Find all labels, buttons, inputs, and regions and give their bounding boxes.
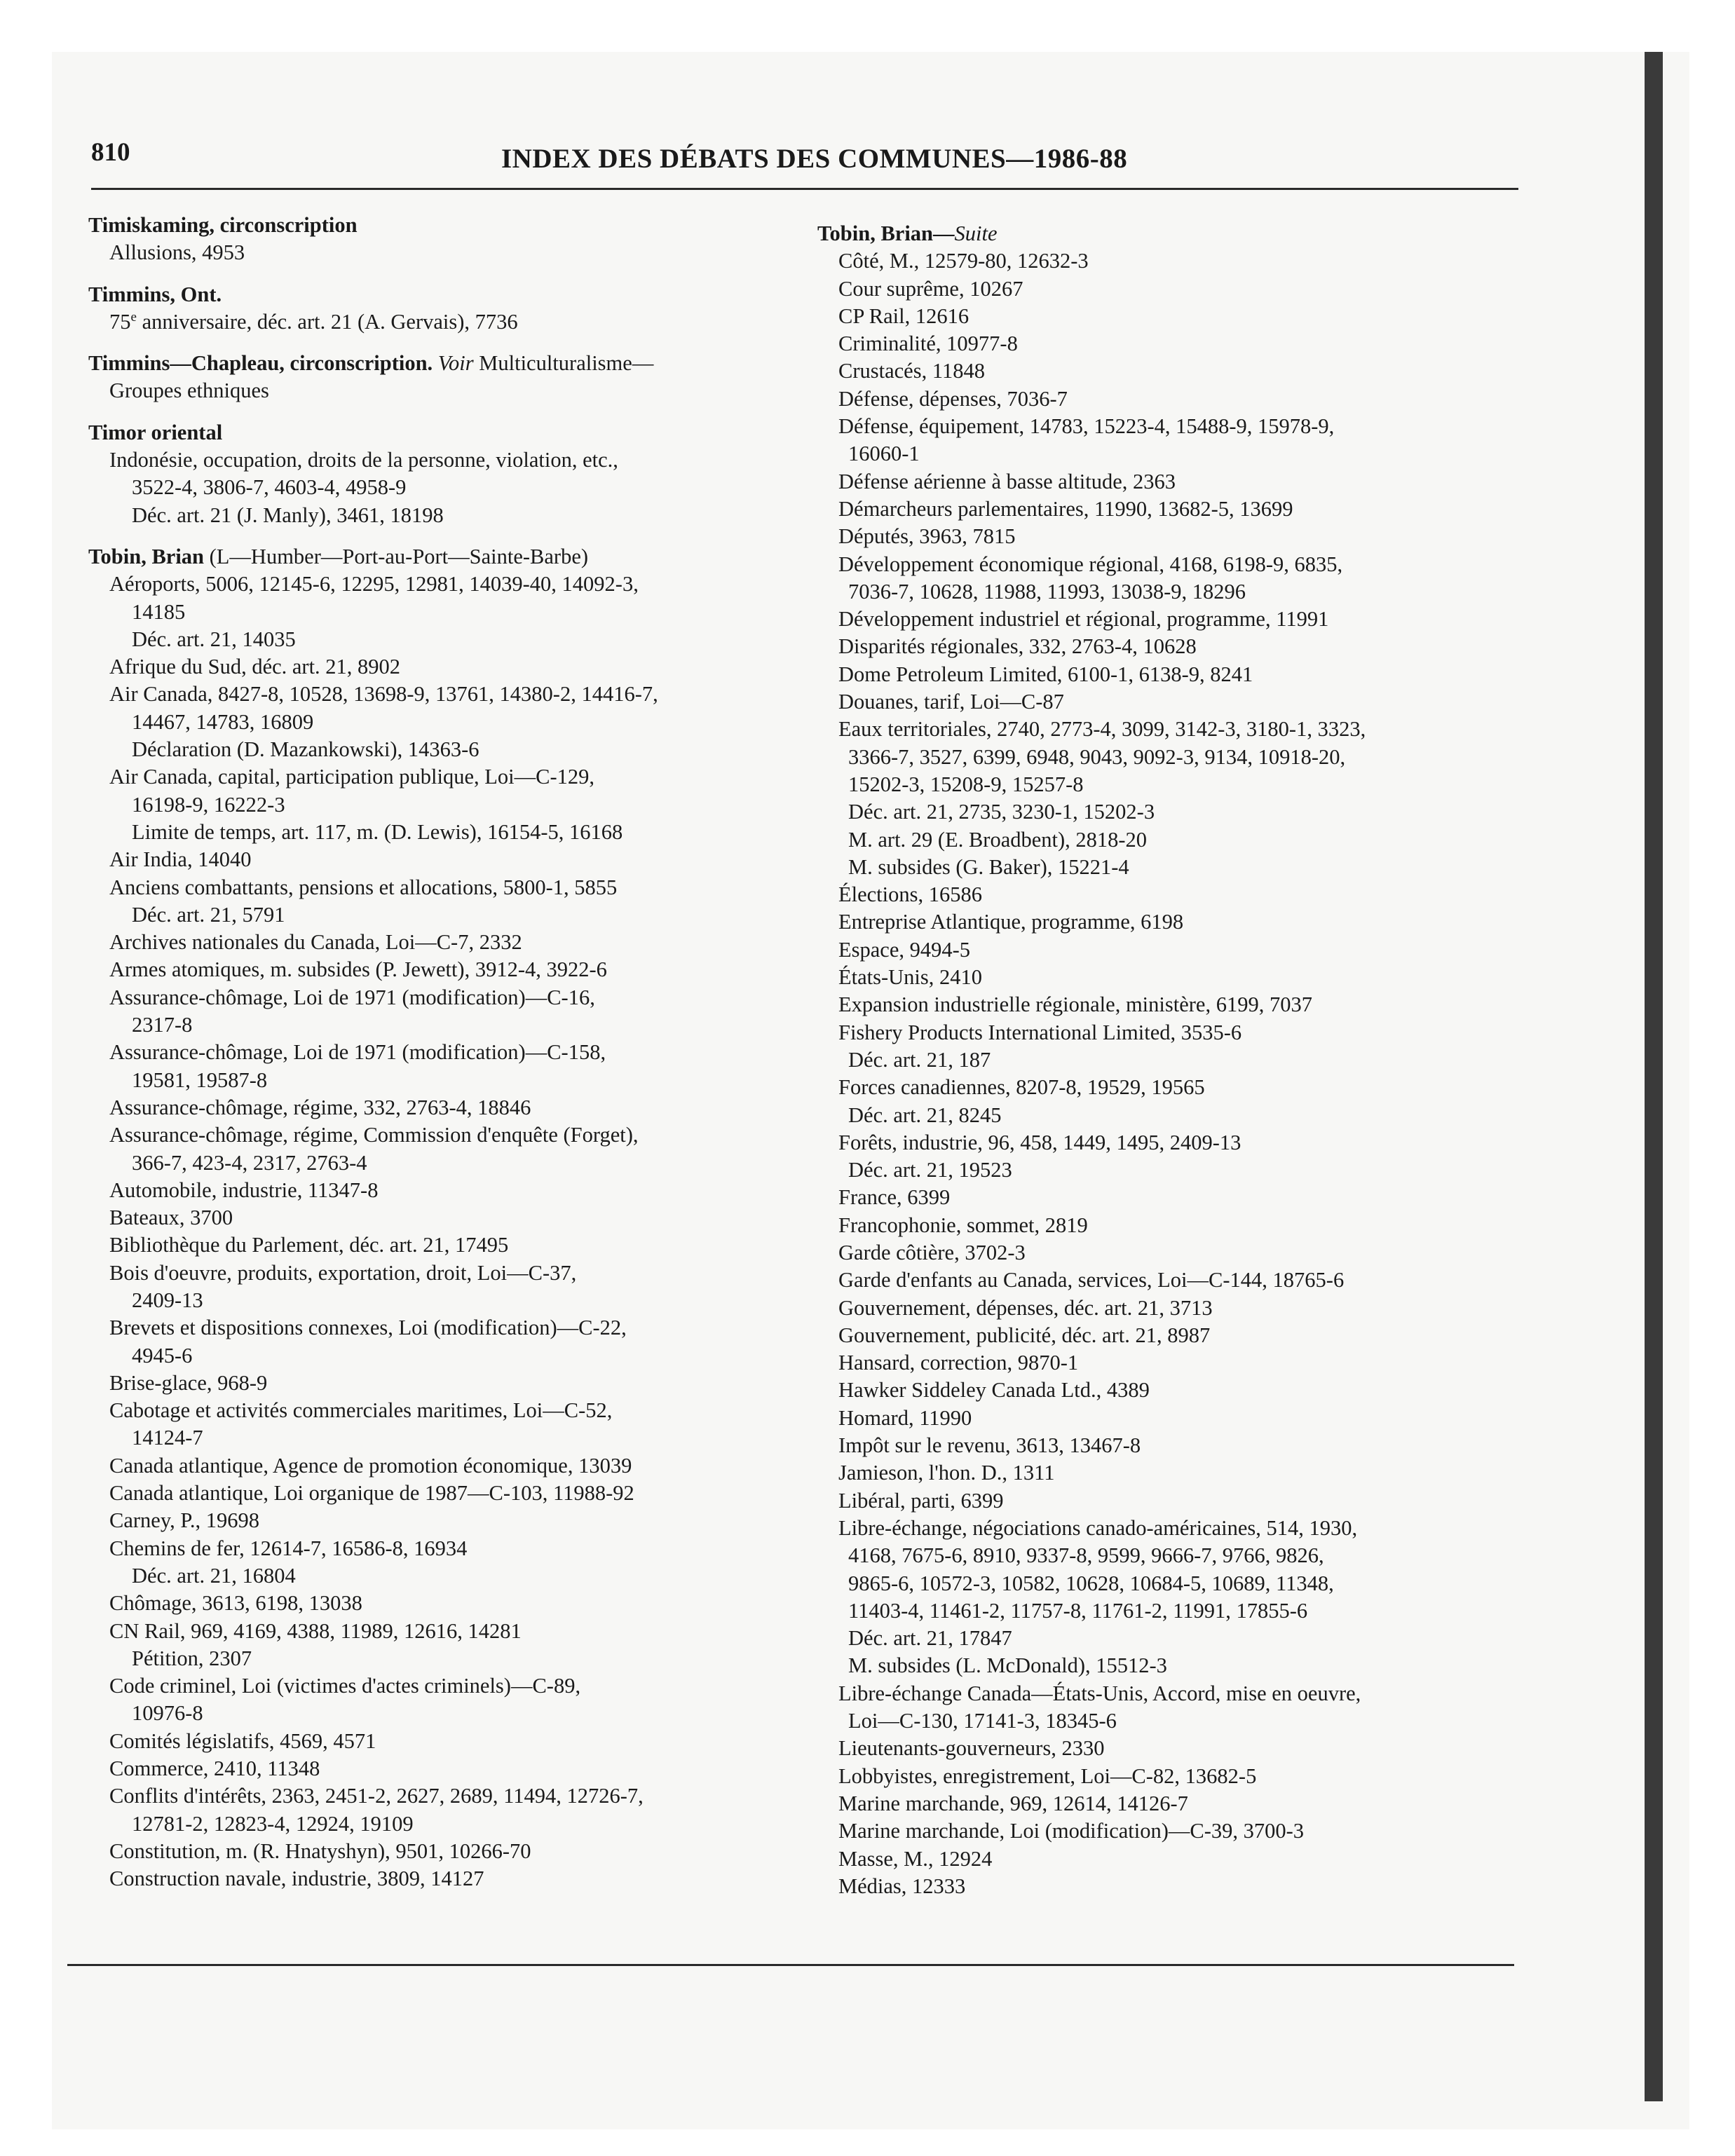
sub-entry: Bateaux, 3700 — [109, 1206, 233, 1230]
sub-entry: Douanes, tarif, Loi—C-87 — [838, 690, 1064, 714]
continuation-line: 14185 — [132, 599, 186, 624]
sub-entry: Brevets et dispositions connexes, Loi (modification)—C-22, — [109, 1316, 627, 1340]
sub-entry: Crustacés, 11848 — [838, 359, 985, 383]
sub-sub-entry: M. art. 29 (E. Broadbent), 2818-20 — [848, 827, 1148, 852]
ordinal-suffix: e — [130, 309, 137, 325]
sub-entry: France, 6399 — [838, 1185, 951, 1210]
cross-reference-entry — [88, 350, 796, 377]
sub-entry: Indonésie, occupation, droits de la personne, violation, etc., — [109, 448, 618, 472]
cross-reference-target: Multiculturalisme— — [473, 351, 654, 376]
page-header — [91, 137, 1518, 181]
sub-entry: Canada atlantique, Agence de promotion économique, 13039 — [109, 1453, 632, 1478]
sub-entry: Garde côtière, 3702-3 — [838, 1240, 1026, 1264]
sub-sub-entry: Déc. art. 21, 14035 — [132, 627, 296, 651]
sub-sub-entry: Limite de temps, art. 117, m. (D. Lewis), 16154-5, 16168 — [132, 819, 623, 844]
sub-sub-entry: Déc. art. 21, 17847 — [848, 1626, 1012, 1651]
sub-entry: Élections, 16586 — [838, 882, 982, 907]
sub-entry: Hansard, correction, 9870-1 — [838, 1351, 1079, 1375]
voir-label: Voir — [437, 351, 474, 376]
sub-entry: Construction navale, industrie, 3809, 14127 — [109, 1867, 484, 1891]
sub-entry: Défense aérienne à basse altitude, 2363 — [838, 469, 1176, 493]
sub-entry: Forêts, industrie, 96, 458, 1449, 1495, 2409-13 — [838, 1130, 1241, 1154]
sub-entry: Défense, équipement, 14783, 15223-4, 15488-9, 15978-9, — [838, 414, 1335, 439]
member-name: Tobin, Brian— — [817, 221, 955, 245]
sub-sub-entry: Déc. art. 21, 16804 — [132, 1563, 296, 1588]
sub-sub-entry: Pétition, 2307 — [132, 1646, 252, 1670]
sub-entry: Armes atomiques, m. subsides (P. Jewett), 3912-4, 3922-6 — [109, 957, 607, 982]
sub-entry: Entreprise Atlantique, programme, 6198 — [838, 910, 1184, 934]
sub-entry: Développement économique régional, 4168, 6198-9, 6835, — [838, 552, 1343, 576]
sub-entry: Constitution, m. (R. Hnatyshyn), 9501, 10266-70 — [109, 1838, 531, 1863]
continuation-line: 14124-7 — [132, 1426, 203, 1450]
sub-entry: Impôt sur le revenu, 3613, 13467-8 — [838, 1433, 1141, 1458]
sub-entry: Automobile, industrie, 11347-8 — [109, 1178, 379, 1202]
sub-entry: Expansion industrielle régionale, ministère, 6199, 7037 — [838, 992, 1312, 1017]
sub-entry: Air India, 14040 — [109, 847, 252, 872]
sub-entry: Fishery Products International Limited, 3535-6 — [838, 1020, 1242, 1044]
sub-entry: Anciens combattants, pensions et allocations, 5800-1, 5855 — [109, 875, 618, 899]
right-column — [817, 220, 1511, 1900]
continuation-line: 4945-6 — [132, 1343, 193, 1367]
sub-entry: Gouvernement, dépenses, déc. art. 21, 3713 — [838, 1295, 1213, 1320]
suite-label: Suite — [954, 221, 998, 245]
sub-entry: Brise-glace, 968-9 — [109, 1370, 268, 1395]
ordinal-number: 75 — [109, 309, 131, 334]
sub-entry: Marine marchande, Loi (modification)—C-39, 3700-3 — [838, 1819, 1305, 1843]
sub-entry: Démarcheurs parlementaires, 11990, 13682-5, 13699 — [838, 496, 1293, 521]
sub-sub-entry: Déc. art. 21, 187 — [848, 1047, 991, 1072]
sub-entry: Lieutenants-gouverneurs, 2330 — [838, 1736, 1105, 1761]
sub-entry: Francophonie, sommet, 2819 — [838, 1213, 1088, 1237]
continuation-line: 14467, 14783, 16809 — [132, 709, 314, 734]
sub-entry: Députés, 3963, 7815 — [838, 524, 1016, 549]
sub-entry: Hawker Siddeley Canada Ltd., 4389 — [838, 1378, 1150, 1403]
continuation-line: 3522-4, 3806-7, 4603-4, 4958-9 — [132, 475, 407, 500]
member-entry — [88, 543, 796, 571]
sub-sub-entry: Déclaration (D. Mazankowski), 14363-6 — [132, 737, 479, 762]
continuation-line: 10976-8 — [132, 1701, 203, 1726]
sub-entry: Dome Petroleum Limited, 6100-1, 6138-9, 8241 — [838, 662, 1253, 686]
sub-entry: Carney, P., 19698 — [109, 1508, 260, 1533]
continuation-line: 16060-1 — [848, 442, 920, 466]
sub-entry: Développement industriel et régional, programme, 11991 — [838, 607, 1329, 632]
sub-entry: Assurance-chômage, Loi de 1971 (modification)—C-16, — [109, 985, 595, 1009]
continuation-line: 4168, 7675-6, 8910, 9337-8, 9599, 9666-7, 9766, 9826, — [848, 1543, 1324, 1568]
sub-entry: Homard, 11990 — [838, 1405, 972, 1430]
sub-entry: Côté, M., 12579-80, 12632-3 — [838, 249, 1089, 273]
cross-reference-continuation: Groupes ethniques — [109, 378, 269, 403]
sub-entry: Bibliothèque du Parlement, déc. art. 21, 17495 — [109, 1233, 509, 1257]
left-column — [88, 212, 796, 1893]
continuation-line: 2409-13 — [132, 1288, 203, 1312]
sub-entry: Afrique du Sud, déc. art. 21, 8902 — [109, 655, 401, 679]
sub-sub-entry: Déc. art. 21, 2735, 3230-1, 15202-3 — [848, 800, 1155, 824]
sub-sub-entry: Déc. art. 21, 8245 — [848, 1103, 1002, 1127]
sub-entry: Défense, dépenses, 7036-7 — [838, 386, 1068, 411]
sub-entry: Chemins de fer, 12614-7, 16586-8, 16934 — [109, 1536, 468, 1560]
sub-entry: Conflits d'intérêts, 2363, 2451-2, 2627, 2689, 11494, 12726-7, — [109, 1784, 644, 1808]
sub-entry: Gouvernement, publicité, déc. art. 21, 8987 — [838, 1323, 1211, 1347]
sub-entry: Garde d'enfants au Canada, services, Loi—C-144, 18765-6 — [838, 1268, 1345, 1292]
running-title: INDEX DES DÉBATS DES COMMUNES—1986-88 — [501, 144, 1128, 174]
sub-entry: Lobbyistes, enregistrement, Loi—C-82, 13682-5 — [838, 1763, 1257, 1788]
entry-heading: Timmins, Ont. — [88, 282, 222, 306]
continuation-line: 12781-2, 12823-4, 12924, 19109 — [132, 1811, 414, 1836]
continuation-line: Loi—C-130, 17141-3, 18345-6 — [848, 1709, 1117, 1733]
sub-sub-entry: M. subsides (G. Baker), 15221-4 — [848, 854, 1129, 879]
sub-entry: Médias, 12333 — [838, 1874, 966, 1898]
sub-entry: Marine marchande, 969, 12614, 14126-7 — [838, 1791, 1188, 1815]
page-number: 810 — [91, 138, 130, 167]
sub-entry: Chômage, 3613, 6198, 13038 — [109, 1591, 362, 1616]
footer-rule — [67, 1964, 1514, 1966]
continuation-line: 11403-4, 11461-2, 11757-8, 11761-2, 11991, 17855-6 — [848, 1598, 1308, 1623]
continuation-line: 19581, 19587-8 — [132, 1067, 268, 1092]
sub-entry: Libéral, parti, 6399 — [838, 1488, 1004, 1513]
header-rule — [91, 188, 1518, 190]
sub-entry: Jamieson, l'hon. D., 1311 — [838, 1461, 1055, 1485]
sub-entry — [88, 308, 796, 336]
sub-entry: Assurance-chômage, Loi de 1971 (modification)—C-158, — [109, 1040, 606, 1065]
continuation-line: 15202-3, 15208-9, 15257-8 — [848, 772, 1084, 796]
sub-entry: Archives nationales du Canada, Loi—C-7, 2332 — [109, 930, 522, 955]
sub-entry: Assurance-chômage, régime, Commission d'enquête (Forget), — [109, 1123, 639, 1147]
sub-sub-entry: M. subsides (L. McDonald), 15512-3 — [848, 1653, 1167, 1678]
entry-heading: Timmins—Chapleau, circonscription. — [88, 351, 433, 376]
continuation-line: 366-7, 423-4, 2317, 2763-4 — [132, 1150, 367, 1175]
sub-sub-entry: Déc. art. 21, 19523 — [848, 1158, 1012, 1182]
sub-entry: Disparités régionales, 332, 2763-4, 10628 — [838, 634, 1197, 659]
sub-entry: Cabotage et activités commerciales maritimes, Loi—C-52, — [109, 1398, 613, 1423]
sub-entry: Libre-échange, négociations canado-américaines, 514, 1930, — [838, 1515, 1358, 1540]
scan-edge-shadow — [1645, 52, 1663, 2101]
sub-sub-entry: Déc. art. 21, 5791 — [132, 902, 285, 927]
sub-sub-entry: Déc. art. 21 (J. Manly), 3461, 18198 — [132, 503, 444, 527]
continuation-line: 2317-8 — [132, 1013, 193, 1037]
sub-entry: Libre-échange Canada—États-Unis, Accord, mise en oeuvre, — [838, 1681, 1361, 1705]
sub-entry: CN Rail, 969, 4169, 4388, 11989, 12616, 14281 — [109, 1618, 522, 1643]
sub-entry: Masse, M., 12924 — [838, 1846, 993, 1871]
sub-entry: Air Canada, capital, participation publique, Loi—C-129, — [109, 765, 594, 789]
sub-entry: Code criminel, Loi (victimes d'actes criminels)—C-89, — [109, 1674, 581, 1698]
sub-entry: Canada atlantique, Loi organique de 1987—C-103, 11988-92 — [109, 1481, 634, 1506]
sub-entry: Cour suprême, 10267 — [838, 276, 1023, 301]
sub-entry: Forces canadiennes, 8207-8, 19529, 19565 — [838, 1075, 1205, 1100]
entry-heading: Timiskaming, circonscription — [88, 213, 358, 237]
sub-entry-text: anniversaire, déc. art. 21 (A. Gervais), 7736 — [136, 309, 518, 334]
continuation-line: 16198-9, 16222-3 — [132, 792, 285, 817]
member-riding: (L—Humber—Port-au-Port—Sainte-Barbe) — [204, 544, 589, 568]
sub-entry: Commerce, 2410, 11348 — [109, 1756, 320, 1781]
sub-entry: Espace, 9494-5 — [838, 937, 971, 962]
sub-entry: Aéroports, 5006, 12145-6, 12295, 12981, 14039-40, 14092-3, — [109, 572, 639, 596]
continuation-line: 7036-7, 10628, 11988, 11993, 13038-9, 18296 — [848, 579, 1246, 603]
sub-entry: Comités législatifs, 4569, 4571 — [109, 1728, 376, 1753]
continuation-line: 3366-7, 3527, 6399, 6948, 9043, 9092-3, 9134, 10918-20, — [848, 744, 1346, 769]
member-name: Tobin, Brian — [88, 544, 205, 568]
sub-entry: Allusions, 4953 — [109, 240, 245, 265]
sub-entry: Criminalité, 10977-8 — [838, 332, 1018, 356]
sub-entry: Air Canada, 8427-8, 10528, 13698-9, 13761, 14380-2, 14416-7, — [109, 682, 658, 707]
entry-heading: Timor oriental — [88, 420, 223, 444]
sub-entry: Bois d'oeuvre, produits, exportation, droit, Loi—C-37, — [109, 1260, 577, 1285]
continued-heading — [817, 220, 1511, 247]
sub-entry: États-Unis, 2410 — [838, 965, 983, 990]
sub-entry: CP Rail, 12616 — [838, 303, 969, 328]
sub-entry: Eaux territoriales, 2740, 2773-4, 3099, 3142-3, 3180-1, 3323, — [838, 717, 1366, 742]
continuation-line: 9865-6, 10572-3, 10582, 10628, 10684-5, 10689, 11348, — [848, 1571, 1334, 1595]
sub-entry: Assurance-chômage, régime, 332, 2763-4, 18846 — [109, 1095, 531, 1119]
